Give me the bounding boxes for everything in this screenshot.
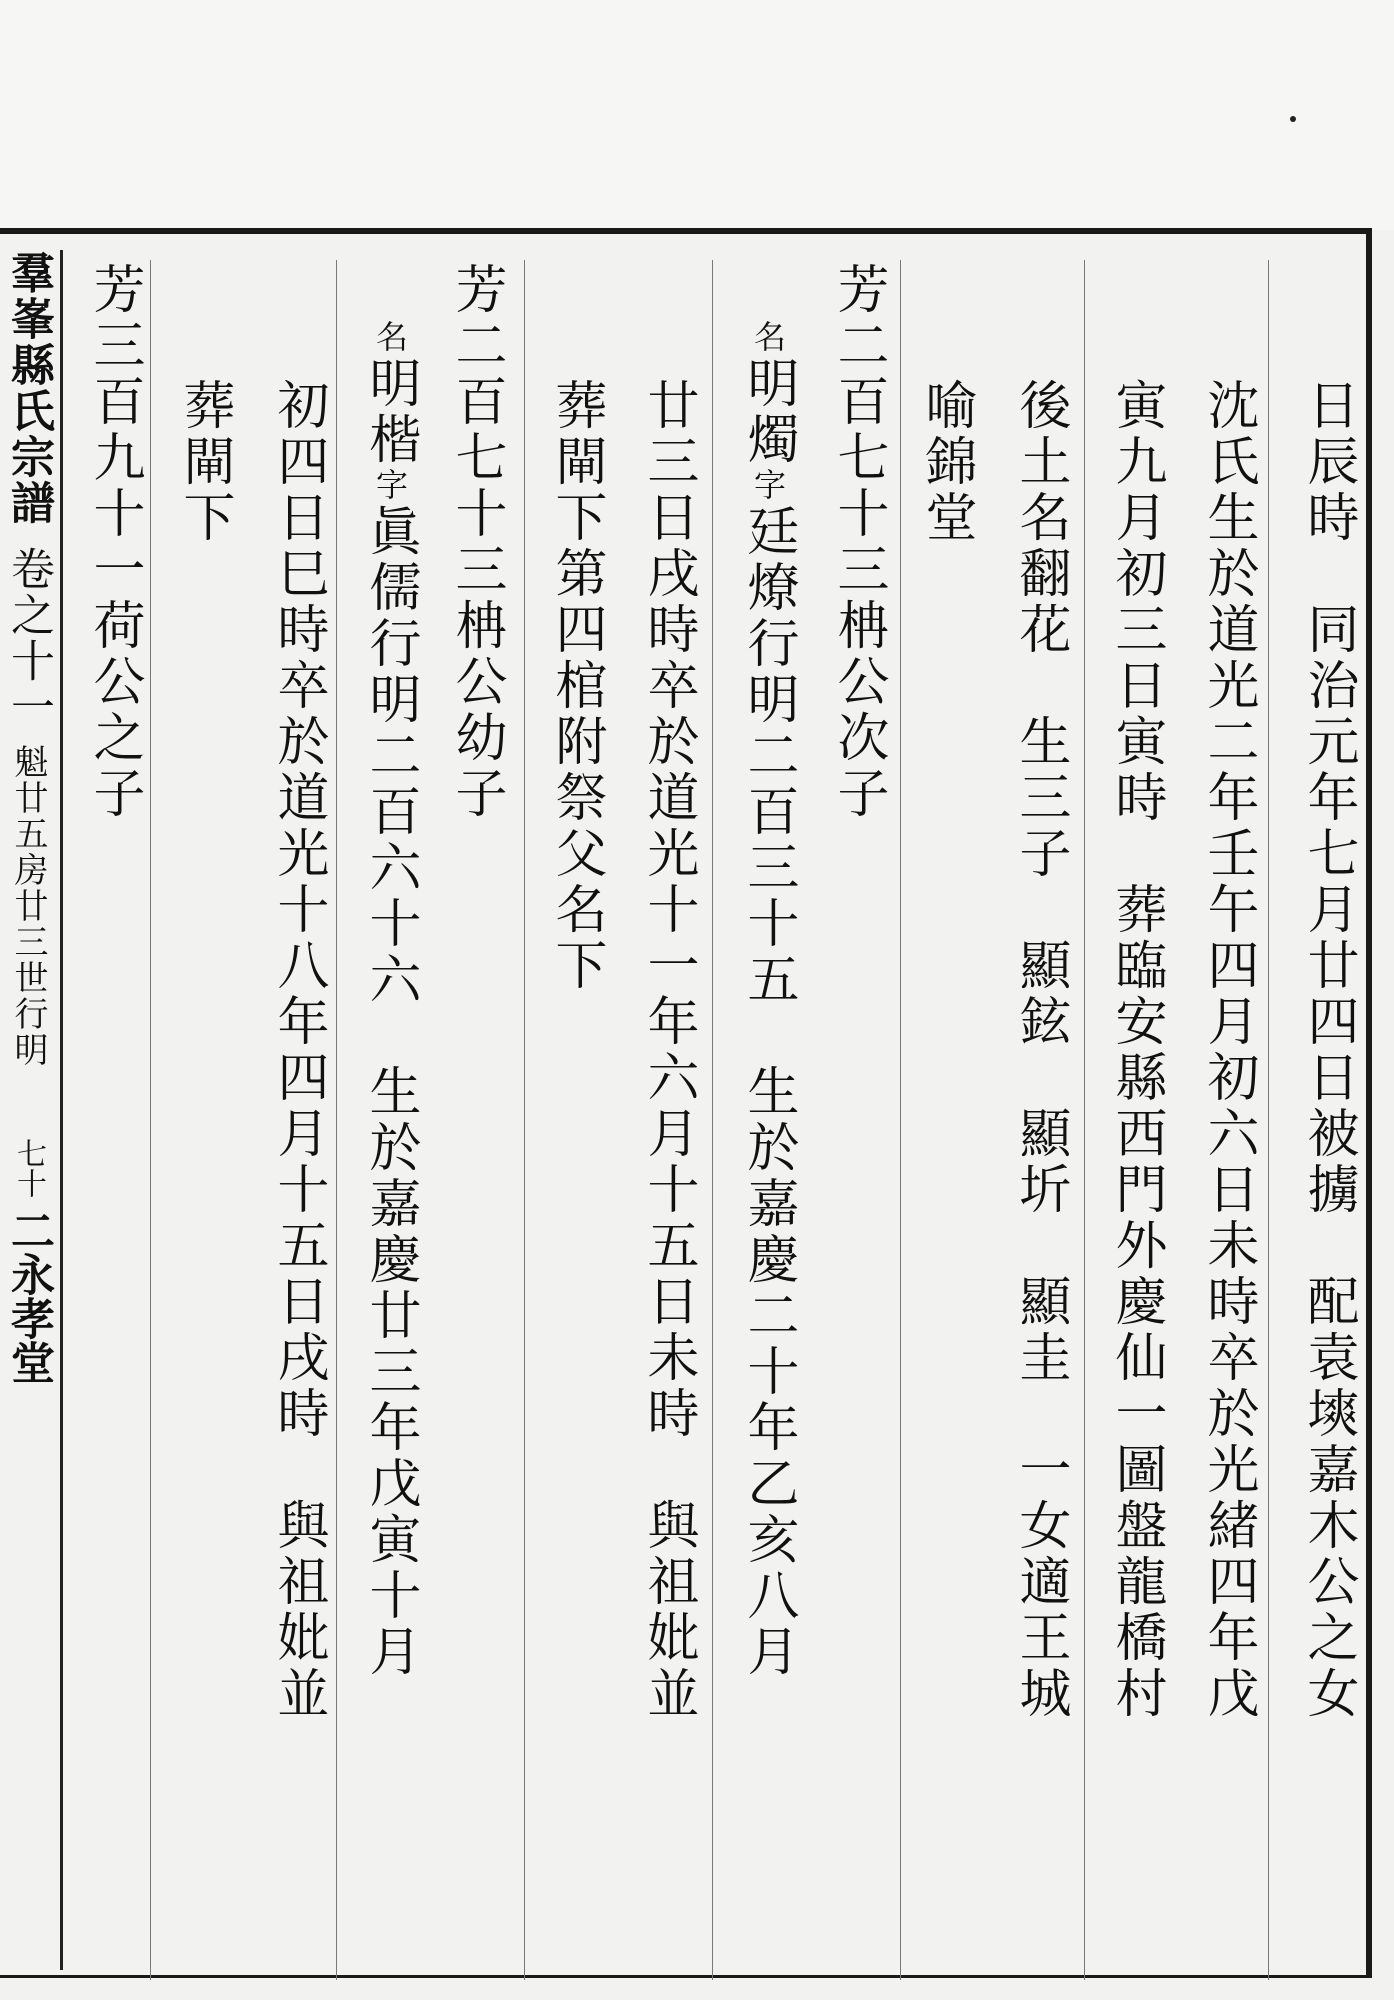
text-column: 芳三百九十一荷公之子 bbox=[84, 262, 144, 822]
text-column: 芳二百七十三柟公次子 bbox=[828, 262, 888, 822]
ink-speck bbox=[1290, 116, 1296, 122]
text-column: 名明楷字眞儒行明二百六十六 生於嘉慶廿三年戊寅十月 bbox=[360, 320, 420, 1680]
column-rule bbox=[900, 260, 901, 1980]
column-rule bbox=[336, 260, 337, 1980]
column-rule bbox=[1084, 260, 1085, 1980]
text-column: 初四日巳時卒於道光十八年四月十五日戌時 與祖妣並 bbox=[268, 378, 328, 1722]
text-column: 名明燭字廷燎行明二百三十五 生於嘉慶二十年乙亥八月 bbox=[738, 320, 798, 1680]
column-rule bbox=[524, 260, 525, 1980]
text-column: 喻錦堂 bbox=[916, 378, 976, 546]
text-column: 葬閘下 bbox=[174, 378, 234, 546]
text-column: 日辰時 同治元年七月廿四日被擄 配袁塽嘉木公之女 bbox=[1298, 378, 1358, 1722]
text-column: 後土名翻花 生三子 顯鉉 顯圻 顯圭 一女適王城 bbox=[1010, 378, 1070, 1722]
margin-generation: 魁廿五房廿三世行明 bbox=[8, 744, 48, 1068]
margin-book-title: 羣峯縣氏宗譜 bbox=[3, 250, 54, 526]
margin-volume: 卷之十一 bbox=[3, 546, 54, 730]
text-column: 寅九月初三日寅時 葬臨安縣西門外慶仙一圖盤龍橋村 bbox=[1106, 378, 1166, 1722]
text-column: 廿三日戌時卒於道光十一年六月十五日未時 與祖妣並 bbox=[638, 378, 698, 1722]
text-column: 葬閘下第四棺附祭父名下 bbox=[546, 378, 606, 994]
text-column: 芳二百七十三柟公幼子 bbox=[446, 262, 506, 822]
margin-column bbox=[3, 250, 63, 1970]
column-rule bbox=[150, 260, 151, 1980]
column-rule bbox=[712, 260, 713, 1980]
column-rule bbox=[1268, 260, 1269, 1980]
margin-hall-name: 二永孝堂 bbox=[3, 1208, 54, 1384]
text-column: 沈氏生於道光二年壬午四月初六日未時卒於光緒四年戊 bbox=[1198, 378, 1258, 1722]
margin-page-number: 七十 bbox=[11, 1138, 46, 1198]
top-blank-area bbox=[0, 0, 1394, 230]
